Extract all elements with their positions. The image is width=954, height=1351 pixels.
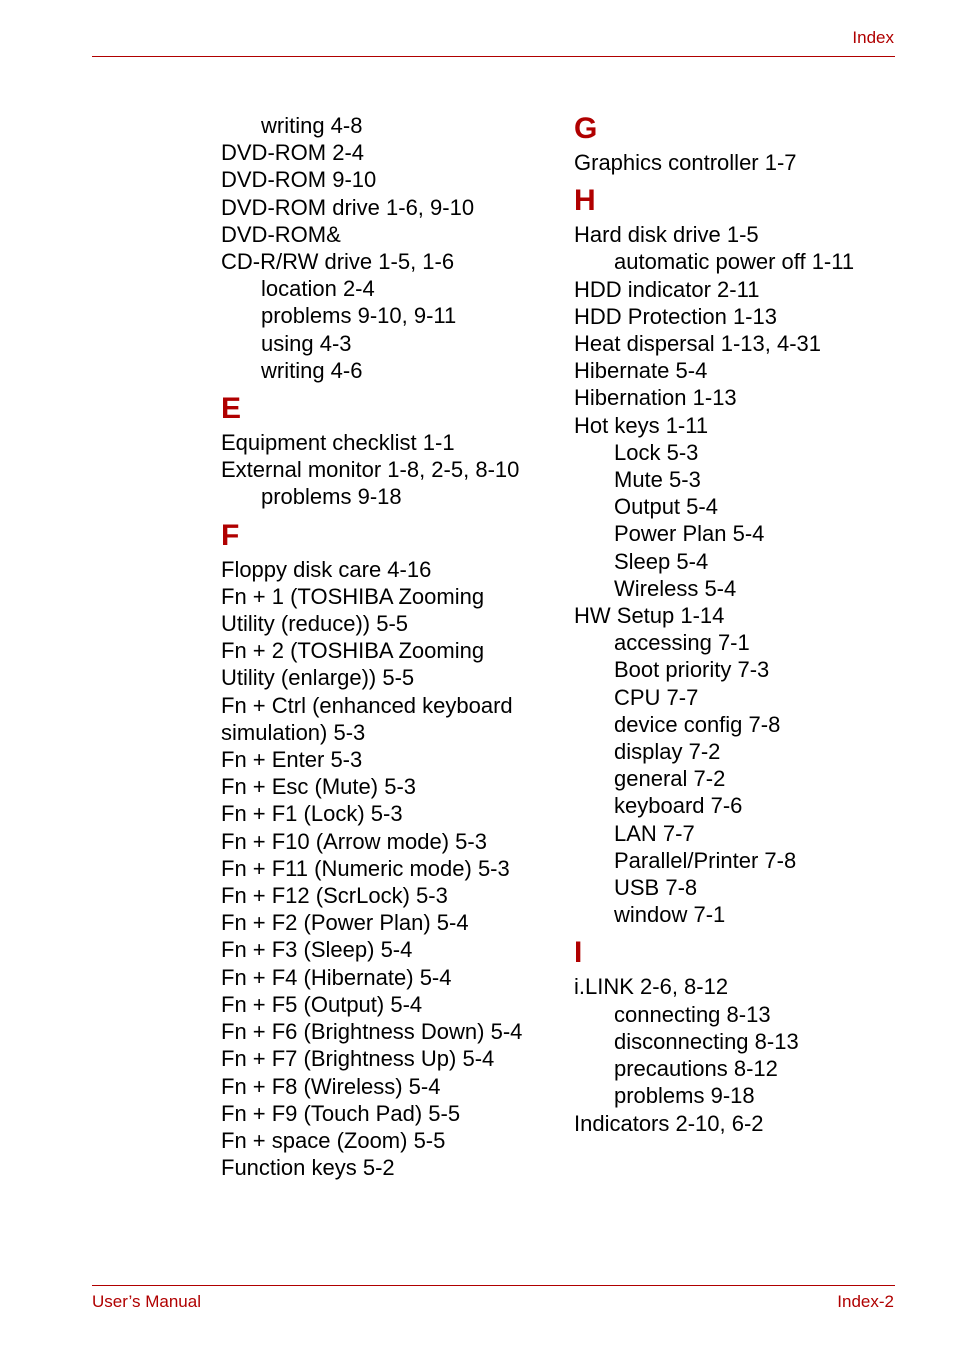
index-entry: Fn + 2 (TOSHIBA Zooming (221, 638, 485, 664)
index-entry: Heat dispersal 1-13, 4-31 (574, 331, 822, 357)
index-entry: Fn + F4 (Hibernate) 5-4 (221, 964, 452, 990)
index-entry: i.LINK 2-6, 8-12 (574, 974, 729, 1000)
index-entry: HDD Protection 1-13 (574, 303, 777, 329)
index-subentry: Parallel/Printer 7-8 (614, 847, 797, 873)
index-subentry: USB 7-8 (614, 875, 698, 901)
index-subentry: problems 9-18 (261, 484, 402, 510)
index-column-right (574, 112, 914, 1137)
index-entry: simulation) 5-3 (221, 719, 366, 745)
index-subentry: general 7-2 (614, 766, 726, 792)
footer-page-number: Index-2 (837, 1292, 894, 1311)
index-entry: DVD-ROM& (221, 221, 341, 247)
footer-rule (92, 1285, 895, 1286)
index-entry: Fn + space (Zoom) 5-5 (221, 1127, 446, 1153)
index-entry: Fn + F6 (Brightness Down) 5-4 (221, 1019, 523, 1045)
index-entry: Utility (reduce)) 5-5 (221, 611, 409, 637)
index-entry: Fn + 1 (TOSHIBA Zooming (221, 583, 485, 609)
index-entry: HW Setup 1-14 (574, 603, 725, 629)
index-entry: Fn + F12 (ScrLock) 5-3 (221, 883, 448, 909)
footer-manual-title: User’s Manual (92, 1292, 201, 1311)
index-entry: Hibernation 1-13 (574, 385, 737, 411)
index-subentry: Boot priority 7-3 (614, 657, 770, 683)
index-subentry: accessing 7-1 (614, 630, 750, 656)
index-entry: Fn + F2 (Power Plan) 5-4 (221, 910, 469, 936)
index-entry: Fn + F1 (Lock) 5-3 (221, 801, 403, 827)
index-subentry: Output 5-4 (614, 494, 718, 520)
index-entry: Hard disk drive 1-5 (574, 222, 759, 248)
index-entry: Fn + F3 (Sleep) 5-4 (221, 937, 413, 963)
index-letter-heading: G (574, 112, 598, 145)
index-entry: Fn + F10 (Arrow mode) 5-3 (221, 828, 487, 854)
index-entry: Indicators 2-10, 6-2 (574, 1110, 764, 1136)
index-letter-heading: F (221, 518, 240, 552)
index-subentry: window 7-1 (614, 902, 726, 928)
index-subentry: writing 4-8 (261, 113, 363, 138)
index-entry: HDD indicator 2-11 (574, 276, 760, 302)
index-subentry: display 7-2 (614, 739, 721, 765)
index-entry: Fn + F7 (Brightness Up) 5-4 (221, 1046, 495, 1072)
index-subentry: CPU 7-7 (614, 684, 699, 710)
index-entry: Fn + F5 (Output) 5-4 (221, 991, 423, 1017)
index-entry: Fn + F9 (Touch Pad) 5-5 (221, 1100, 461, 1126)
header-section-title: Index (852, 28, 894, 47)
index-entry: Equipment checklist 1-1 (221, 430, 455, 456)
index-subentry: Mute 5-3 (614, 467, 701, 493)
index-entry: DVD-ROM 2-4 (221, 140, 365, 166)
index-subentry: using 4-3 (261, 330, 352, 356)
index-entry: Hot keys 1-11 (574, 412, 709, 438)
index-entry: Fn + Ctrl (enhanced keyboard (221, 692, 513, 718)
index-subentry: problems 9-10, 9-11 (261, 303, 457, 329)
index-subentry: keyboard 7-6 (614, 793, 743, 819)
index-subentry: precautions 8-12 (614, 1056, 778, 1082)
index-subentry: automatic power off 1-11 (614, 249, 855, 275)
index-entry: DVD-ROM drive 1-6, 9-10 (221, 194, 475, 220)
index-subentry: writing 4-6 (261, 357, 363, 383)
index-subentry: Power Plan 5-4 (614, 521, 765, 547)
index-subentry: connecting 8-13 (614, 1001, 771, 1027)
index-entry: Floppy disk care 4-16 (221, 556, 432, 582)
index-entry: DVD-ROM 9-10 (221, 167, 377, 193)
header-rule (92, 56, 895, 57)
index-entry: Hibernate 5-4 (574, 358, 708, 384)
index-subentry: location 2-4 (261, 276, 375, 302)
index-entry: Fn + F11 (Numeric mode) 5-3 (221, 855, 510, 881)
index-column-left (221, 112, 561, 1181)
index-subentry: problems 9-18 (614, 1083, 755, 1109)
index-letter-heading: I (574, 936, 583, 970)
index-subentry: Sleep 5-4 (614, 548, 709, 574)
index-subentry: LAN 7-7 (614, 820, 695, 846)
index-entry: Fn + Esc (Mute) 5-3 (221, 774, 417, 800)
index-subentry: device config 7-8 (614, 711, 781, 737)
index-letter-heading: H (574, 184, 596, 218)
index-entry: Fn + F8 (Wireless) 5-4 (221, 1073, 441, 1099)
index-entry: External monitor 1-8, 2-5, 8-10 (221, 457, 520, 483)
index-subentry: Wireless 5-4 (614, 575, 737, 601)
index-entry: Function keys 5-2 (221, 1155, 395, 1181)
index-letter-heading: E (221, 392, 242, 426)
index-entry: Utility (enlarge)) 5-5 (221, 665, 415, 691)
index-entry: CD-R/RW drive 1-5, 1-6 (221, 249, 455, 275)
index-subentry: disconnecting 8-13 (614, 1028, 799, 1054)
index-entry: Graphics controller 1-7 (574, 150, 797, 175)
index-subentry: Lock 5-3 (614, 439, 699, 465)
index-entry: Fn + Enter 5-3 (221, 747, 363, 773)
